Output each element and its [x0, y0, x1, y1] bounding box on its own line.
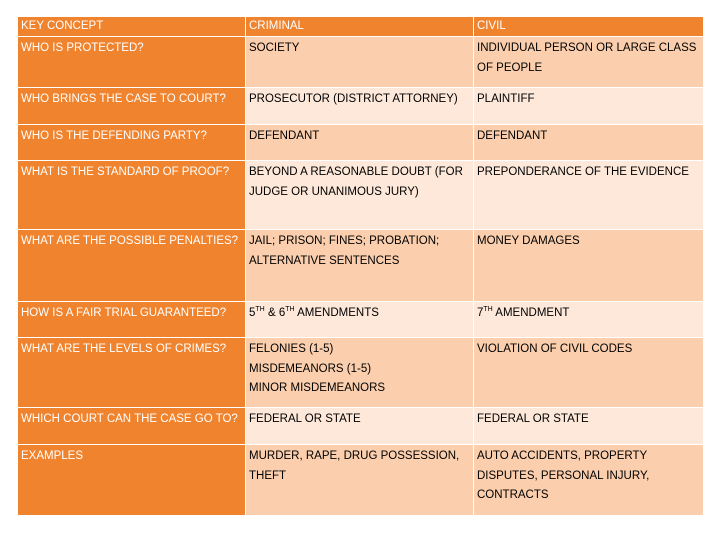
table-row	[18, 37, 704, 88]
amendment-number: 7	[477, 307, 484, 319]
row-label: WHAT IS THE STANDARD OF PROOF?	[18, 161, 246, 230]
table-row	[18, 88, 704, 125]
criminal-cell: PROSECUTOR (DISTRICT ATTORNEY)	[246, 88, 474, 125]
table-row	[18, 408, 704, 445]
row-label: WHAT ARE THE POSSIBLE PENALTIES?	[18, 230, 246, 302]
crime-level-line: FELONIES (1-5)	[249, 343, 334, 355]
civil-cell: INDIVIDUAL PERSON OR LARGE CLASS OF PEOPLE	[474, 37, 704, 88]
amendment-text: AMENDMENT	[492, 307, 570, 319]
civil-cell: FEDERAL OR STATE	[474, 408, 704, 445]
criminal-cell: MURDER, RAPE, DRUG POSSESSION, THEFT	[246, 445, 474, 516]
table-row	[18, 125, 704, 161]
civil-cell: PREPONDERANCE OF THE EVIDENCE	[474, 161, 704, 230]
amendment-text: AMENDMENTS	[294, 307, 379, 319]
criminal-cell: FEDERAL OR STATE	[246, 408, 474, 445]
header-criminal: CRIMINAL	[246, 17, 474, 37]
civil-cell: MONEY DAMAGES	[474, 230, 704, 302]
row-label: WHICH COURT CAN THE CASE GO TO?	[18, 408, 246, 445]
row-label: WHAT ARE THE LEVELS OF CRIMES?	[18, 338, 246, 408]
civil-cell: DEFENDANT	[474, 125, 704, 161]
table-row	[18, 338, 704, 408]
crime-level-line: MINOR MISDEMEANORS	[249, 382, 386, 394]
criminal-cell: DEFENDANT	[246, 125, 474, 161]
ordinal-suffix: TH	[285, 306, 295, 314]
table-row	[18, 161, 704, 230]
civil-cell: PLAINTIFF	[474, 88, 704, 125]
amendment-number: 6	[278, 307, 286, 319]
row-label: WHO IS PROTECTED?	[18, 37, 246, 88]
criminal-cell	[246, 302, 474, 338]
criminal-vs-civil-table	[17, 16, 704, 516]
ampersand: &	[264, 307, 279, 319]
table-row	[18, 302, 704, 338]
table-row	[18, 230, 704, 302]
row-label: HOW IS A FAIR TRIAL GUARANTEED?	[18, 302, 246, 338]
row-label: EXAMPLES	[18, 445, 246, 516]
ordinal-suffix: TH	[483, 306, 493, 314]
civil-cell: VIOLATION OF CIVIL CODES	[474, 338, 704, 408]
crime-level-line: MISDEMEANORS (1-5)	[249, 362, 372, 375]
row-label: WHO IS THE DEFENDING PARTY?	[18, 125, 246, 161]
row-label: WHO BRINGS THE CASE TO COURT?	[18, 88, 246, 125]
criminal-cell: JAIL; PRISON; FINES; PROBATION; ALTERNATIVE SENTENCES	[246, 230, 474, 302]
civil-cell: AUTO ACCIDENTS, PROPERTY DISPUTES, PERSONAL INJURY, CONTRACTS	[474, 445, 704, 516]
header-key-concept: KEY CONCEPT	[18, 17, 246, 37]
criminal-cell: BEYOND A REASONABLE DOUBT (FOR JUDGE OR UNANIMOUS JURY)	[246, 161, 474, 230]
criminal-cell: SOCIETY	[246, 37, 474, 88]
civil-cell	[474, 302, 704, 338]
table-row	[18, 445, 704, 516]
criminal-cell	[246, 338, 474, 408]
header-civil: CIVIL	[474, 17, 704, 37]
amendment-number: 5	[249, 307, 256, 319]
ordinal-suffix: TH	[255, 306, 265, 314]
header-row	[18, 17, 704, 37]
